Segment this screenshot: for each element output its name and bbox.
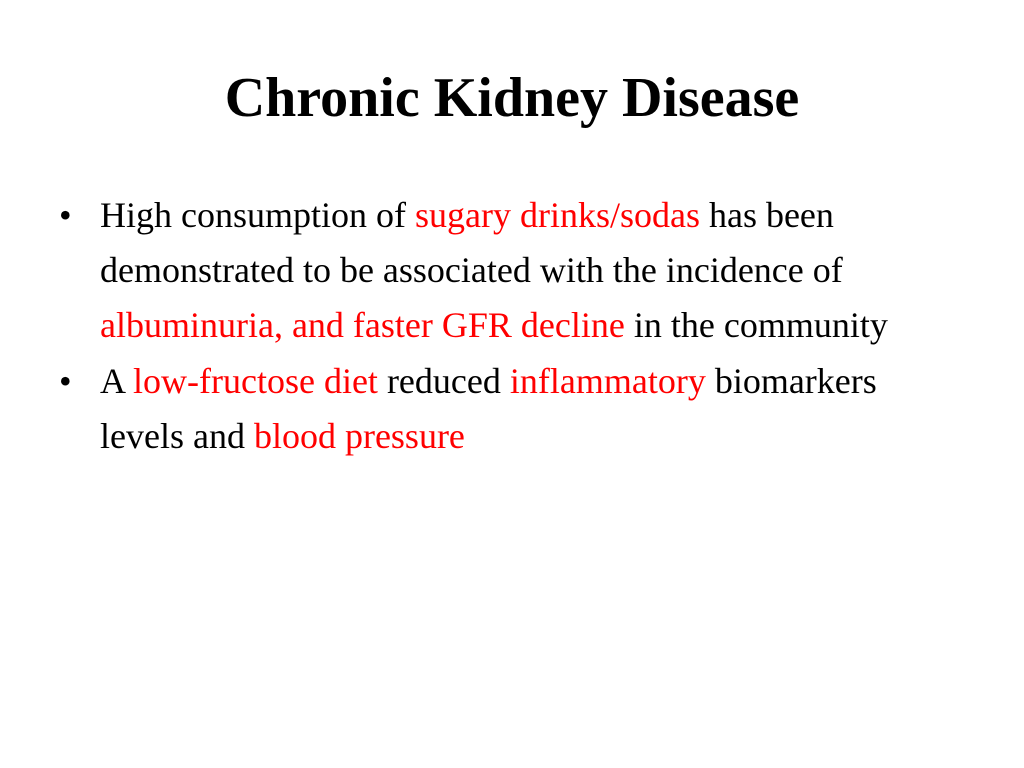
- highlight-inflammatory: inflammatory: [509, 361, 706, 401]
- bullet-text-segment: biomarkers levels and: [100, 361, 877, 456]
- bullet-item-sugary-drinks: [59, 188, 959, 353]
- highlight-sugary-drinks: sugary drinks/sodas: [414, 195, 700, 235]
- bullet-icon: •: [59, 361, 72, 401]
- bullet-text-segment: has been demonstrated to be associated with the incidence of: [100, 195, 843, 290]
- bullet-item-low-fructose: [59, 354, 959, 464]
- bullet-icon: •: [59, 195, 72, 235]
- bullet-text-segment: A: [100, 361, 134, 401]
- bullet-text-segment: in the community: [624, 305, 888, 345]
- slide-title: Chronic Kidney Disease: [224, 67, 800, 129]
- highlight-blood-pressure: blood pressure: [253, 416, 465, 456]
- highlight-albuminuria-gfr: albuminuria, and faster GFR decline: [100, 305, 625, 345]
- highlight-low-fructose-diet: low-fructose diet: [133, 361, 378, 401]
- bullet-list: [59, 188, 959, 465]
- bullet-text-segment: reduced: [377, 361, 510, 401]
- bullet-text-segment: High consumption of: [100, 195, 415, 235]
